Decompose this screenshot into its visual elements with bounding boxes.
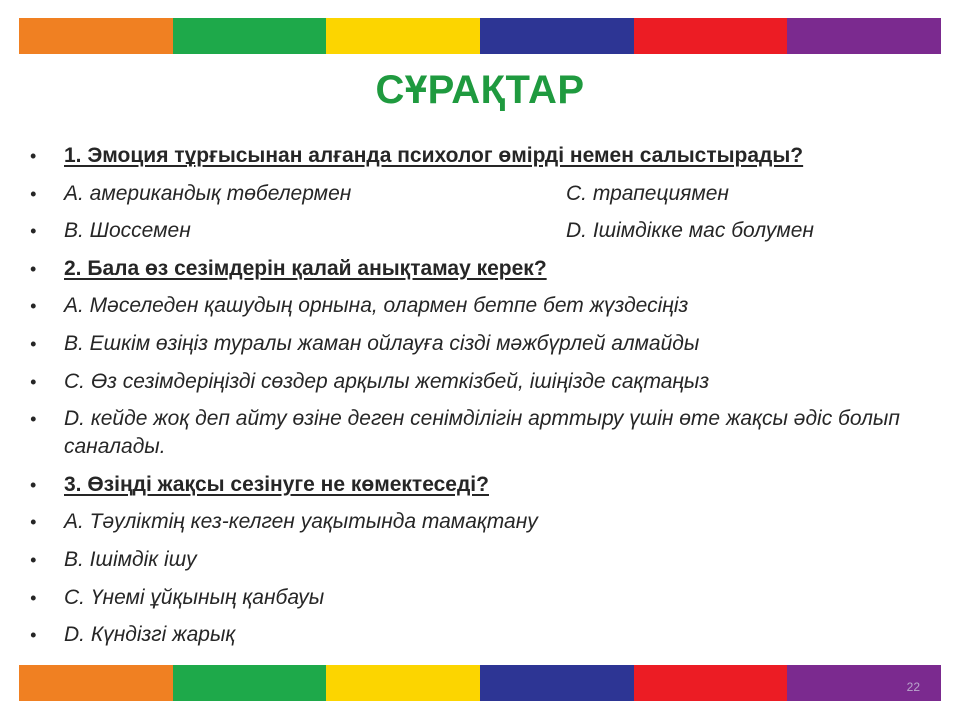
answer-d: D. Ішімдікке мас болумен	[566, 219, 814, 243]
band-segment-purple	[787, 18, 941, 54]
answer-a: A. американдық төбелермен	[64, 181, 352, 205]
bullet-icon: •	[30, 258, 37, 279]
answer-text: A. Мәселеден қашудың орнына, олармен бетпе бет жүздесіңіз	[64, 294, 689, 318]
bullet-icon: •	[30, 183, 37, 204]
bullet-icon: •	[30, 512, 37, 533]
bullet-icon: •	[30, 625, 37, 646]
band-segment-yellow	[326, 18, 480, 54]
page-number: 22	[906, 680, 920, 694]
bullet-icon: •	[30, 333, 37, 354]
band-segment-orange	[19, 18, 173, 54]
answer-c: C. трапециямен	[566, 181, 729, 205]
answer-text: B. Ешкім өзіңіз туралы жаман ойлауға сізді мәжбүрлей алмайды	[64, 331, 700, 355]
bullet-icon: •	[30, 296, 37, 317]
answer-a	[30, 508, 930, 536]
answer-text: C. Үнемі ұйқының қанбауы	[64, 585, 325, 609]
answer-c	[30, 368, 930, 396]
answer-row	[30, 180, 930, 208]
band-segment-red	[634, 665, 788, 701]
answer-b	[30, 546, 930, 574]
bullet-icon: •	[30, 221, 37, 242]
answer-text: A. Тәуліктің кез-келген уақытында тамақтану	[64, 510, 538, 534]
answer-b: B. Шоссемен	[64, 219, 191, 243]
bottom-color-band	[19, 665, 941, 701]
answer-text: D. Күндізгі жарық	[64, 623, 236, 647]
question-text: 1. Эмоция тұрғысынан алғанда психолог өмірді немен салыстырады?	[64, 144, 804, 167]
answer-c	[30, 584, 930, 612]
answer-d	[30, 405, 930, 461]
question-text: 2. Бала өз сезімдерін қалай анықтамау керек?	[64, 256, 547, 280]
bullet-icon: •	[30, 409, 37, 430]
bullet-icon: •	[30, 549, 37, 570]
answer-text: D. кейде жоқ деп айту өзіне деген сенімділігін арттыру үшін өте жақсы әдіс болып саналады.	[64, 407, 900, 459]
bullet-icon: •	[30, 371, 37, 392]
bullet-icon: •	[30, 587, 37, 608]
question-1	[30, 142, 930, 170]
question-text: 3. Өзіңді жақсы сезінуге не көмектеседі?	[64, 472, 489, 496]
question-2	[30, 255, 930, 283]
band-segment-orange	[19, 665, 173, 701]
band-segment-red	[634, 18, 788, 54]
band-segment-green	[173, 665, 327, 701]
band-segment-green	[173, 18, 327, 54]
band-segment-blue	[480, 665, 634, 701]
answer-b	[30, 330, 930, 358]
top-color-band	[19, 18, 941, 54]
slide-title: СҰРАҚТАР	[375, 68, 585, 112]
band-segment-blue	[480, 18, 634, 54]
answer-d	[30, 621, 930, 649]
answer-text: B. Ішімдік ішу	[64, 547, 197, 571]
band-segment-yellow	[326, 665, 480, 701]
bullet-icon: •	[30, 474, 37, 495]
answer-text: C. Өз сезімдеріңізді сөздер арқылы жеткізбей, ішіңізде сақтаңыз	[64, 369, 710, 393]
question-list	[30, 142, 930, 659]
answer-row	[30, 217, 930, 245]
answer-a	[30, 292, 930, 320]
bullet-icon: •	[30, 146, 37, 166]
question-3	[30, 471, 930, 499]
